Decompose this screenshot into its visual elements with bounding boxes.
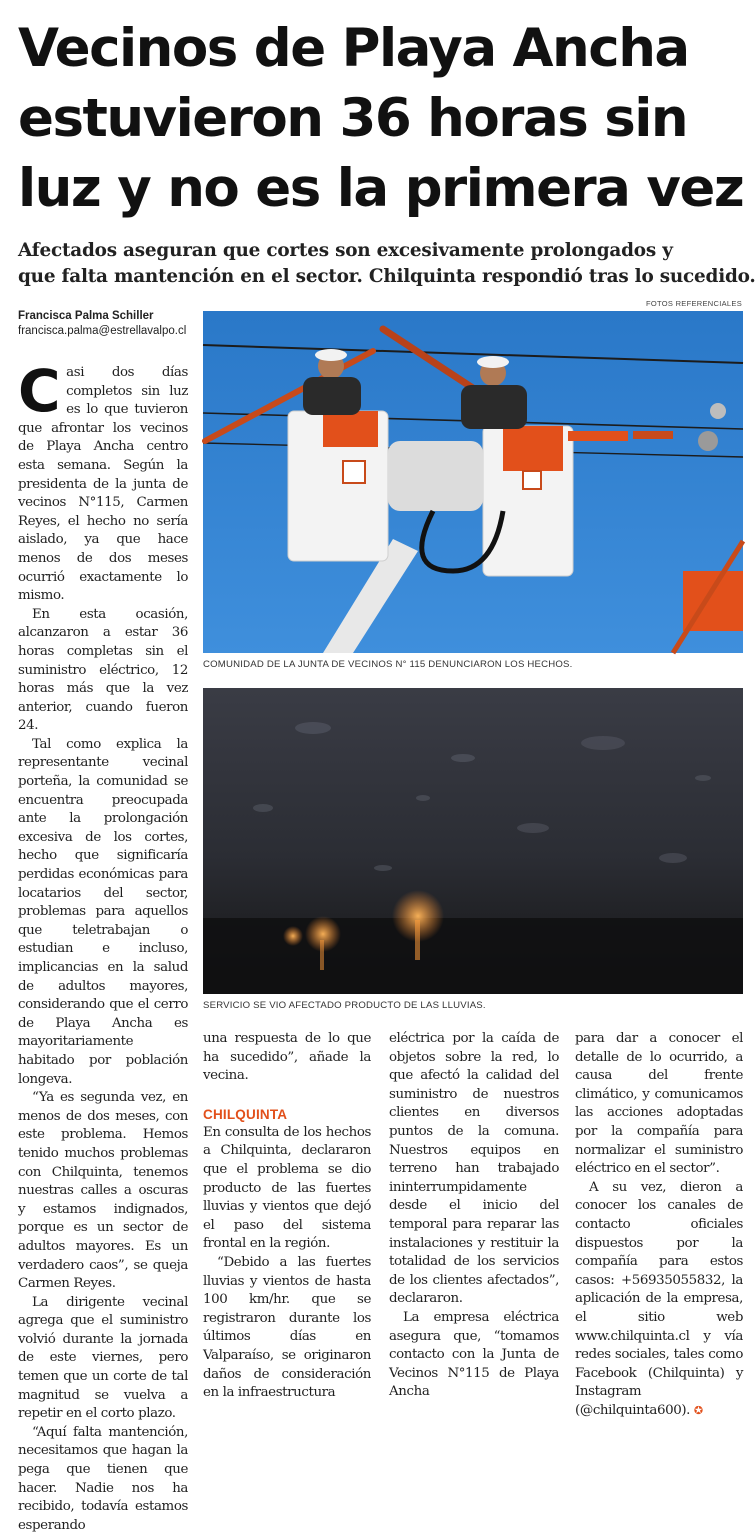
article-paragraph: asi dos días completos sin luz es lo que tuvieron que afrontar los vecinos de Playa Ancha centro esta semana. Según la presidenta de la junta de vecinos N°115, Carmen Reyes, el hecho no sería aislado, ya que hace menos de dos meses ocurrió exactamente lo mismo.: [18, 365, 188, 604]
headline-line: Vecinos de Playa Ancha: [18, 18, 689, 79]
section-heading: CHILQUINTA: [203, 1106, 288, 1122]
article-paragraph: “Aquí falta mantención, necesitamos que hagan la pega que tienen que hacer. Nadie nos ha recibido, todavía estamos esperando: [18, 1424, 188, 1533]
headline-line: luz y no es la primera vez: [18, 158, 744, 219]
article-paragraph: “Debido a las fuertes lluvias y vientos de hasta 100 km/hr. que se registraron durante los últimos días en Valparaíso, se originaron daños de consideración en la infraestructura: [203, 1254, 371, 1401]
drop-cap: C: [18, 357, 61, 425]
article-paragraph: [575, 1179, 743, 1421]
article-paragraph: “Ya es segunda vez, en menos de dos meses, con este problema. Hemos tenido muchos problemas con Chilquinta, tenemos nuestras calles a oscuras y estamos indignados, porque es un sector de adultos mayores. Es un verdadero caos”, se queja Carmen Reyes.: [18, 1090, 188, 1292]
subheadline: [18, 238, 756, 290]
photo-caption: SERVICIO SE VIO AFECTADO PRODUCTO DE LAS LLUVIAS.: [203, 1000, 486, 1011]
article-column-1: [18, 357, 188, 1535]
article-column-4: [575, 1030, 743, 1420]
article-column-3: [389, 1030, 559, 1402]
article-paragraph: La dirigente vecinal agrega que el suministro volvió durante la jornada de este viernes, pero temen que un corte de tal magnitud se vuelva a repetir en el corto plazo.: [18, 1294, 188, 1422]
end-mark-icon: ✪: [693, 1403, 703, 1417]
rain-illustration: [203, 688, 743, 994]
photo-caption: COMUNIDAD DE LA JUNTA DE VECINOS N° 115 DENUNCIARON LOS HECHOS.: [203, 659, 573, 670]
linemen-illustration: [203, 311, 743, 653]
headline-line: estuvieron 36 horas sin: [18, 88, 688, 149]
photo-linemen-bucket-trucks: [203, 311, 743, 653]
article-paragraph: una respuesta de lo que ha sucedido”, añade la vecina.: [203, 1031, 371, 1084]
photo-rainy-windshield: [203, 688, 743, 994]
author-name: Francisca Palma Schiller: [18, 310, 154, 322]
headline: [18, 14, 744, 224]
article-column-2: [203, 1030, 371, 1403]
subhead-line: Afectados aseguran que cortes son excesivamente prolongados y: [18, 240, 673, 261]
article-paragraph: En consulta de los hechos a Chilquinta, declararon que el problema se dio producto de las fuertes lluvias y vientos que dejó el paso del sistema frontal en la región.: [203, 1124, 371, 1252]
article-paragraph: Tal como explica la representante vecinal porteña, la comunidad se encuentra preocupada ante la prolongación excesiva de los cortes, hecho que significaría perdidas económicas para locatarios del sector, problemas para aquellos que teletrabajan o estudian e incluso, implicancias en la salud de adultos mayores, considerando que el cerro de Playa Ancha es mayoritariamente habitado por población longeva.: [18, 736, 188, 1087]
author-email: francisca.palma@estrellavalpo.cl: [18, 325, 187, 337]
photo-credit: FOTOS REFERENCIALES: [646, 299, 742, 308]
subhead-line: que falta mantención en el sector. Chilquinta respondió tras lo sucedido.: [18, 266, 756, 287]
article-paragraph: La empresa eléctrica asegura que, “tomamos contacto con la Junta de Vecinos N°115 de Playa Ancha: [389, 1309, 559, 1400]
closing-text: A su vez, dieron a conocer los canales de contacto oficiales dispuestos por la compañía para estos casos: +56935055832, la aplicación de la empresa, el sitio web www.chilquinta.cl y vía redes sociales, tales como Facebook (Chilquinta) y Instagram (@chilquinta600).: [575, 1179, 743, 1418]
byline: [18, 309, 203, 339]
article-paragraph: En esta ocasión, alcanzaron a estar 36 horas completas sin el suministro eléctrico, 12 horas más que la vez anterior, cuando fueron 24.: [18, 606, 188, 734]
article-paragraph: para dar a conocer el detalle de lo ocurrido, a causa del frente climático, y comunicamos las acciones adoptadas por la compañía para normalizar el suministro eléctrico en el sector”.: [575, 1031, 743, 1177]
article-paragraph: eléctrica por la caída de objetos sobre la red, lo que afectó la calidad del suministro de nuestros clientes en diversos puntos de la comuna. Nuestros equipos en terreno han trabajado ininterrumpidamente desde el inicio del temporal para reparar las instalaciones y restituir la totalidad de los servicios de los clientes afectados”, declararon.: [389, 1031, 559, 1307]
